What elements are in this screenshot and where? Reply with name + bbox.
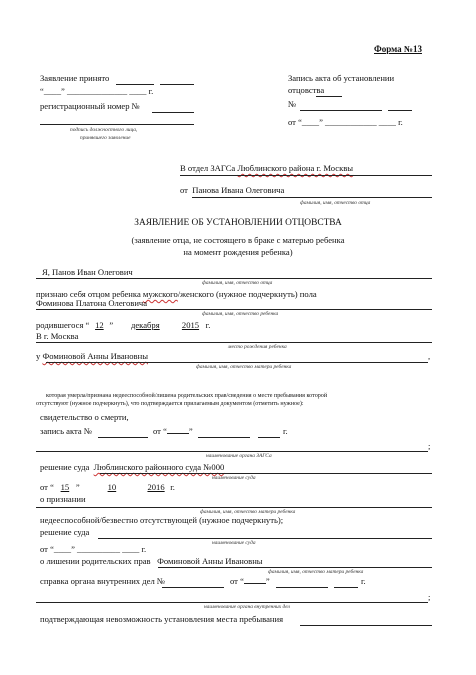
document-subtitle-1: (заявление отца, не состоящего в браке с матерью ребенка [131, 235, 345, 245]
court-year: 2016 [147, 482, 165, 492]
child-name: Фоминова Платона Олеговича [36, 298, 148, 308]
form-number: Форма №13 [374, 44, 422, 54]
zags-to-label: В отдел ЗАГСа [180, 163, 236, 173]
court-date [40, 483, 175, 493]
death-certificate: свидетельство о смерти, [40, 412, 129, 422]
court-g: г. [170, 482, 175, 492]
from-value: Панова Ивана Олеговича [192, 185, 285, 195]
recognition-label: о признании [40, 494, 86, 504]
court-month: 10 [107, 482, 117, 492]
police-from-quote: ” [265, 576, 270, 586]
document-subtitle-2: на момент рождения ребенка) [183, 247, 293, 257]
born-year-suffix: г. [205, 320, 211, 330]
police-from-prefix: от “ [230, 576, 244, 586]
signature-caption-2: принявшего заявление [80, 135, 131, 141]
incapable-text: недееспособной/безвестно отсутствующей (нужное подчеркнуть); [40, 515, 284, 525]
court-decision-2: решение суда [40, 527, 90, 537]
court-value: Люблинского районного суда №000 [93, 462, 225, 472]
father-caption-top: фамилия, имя, отчество отца [300, 200, 371, 206]
born-year: 2015 [181, 320, 200, 330]
zags-to [180, 164, 353, 174]
mother-name: Фоминовой Анны Ивановны [42, 351, 148, 361]
record-act-label-2: отцовства [288, 85, 325, 95]
police-cert: справка органа внутренних дел № [40, 576, 166, 586]
record-g: г. [283, 426, 288, 436]
father-caption: фамилия, имя, отчество отца [202, 280, 273, 286]
court-date-2: от “____” __________ ____ г. [40, 544, 147, 554]
document-title: ЗАЯВЛЕНИЕ ОБ УСТАНОВЛЕНИИ ОТЦОВСТВА [134, 218, 342, 228]
record-no-label: запись акта № [40, 426, 93, 436]
recognize-text: признаю себя отцом ребенка [36, 289, 141, 299]
court-label: решение суда [40, 462, 90, 472]
from-label: от [180, 185, 188, 195]
deprive-label: о лишении родительских прав [40, 556, 151, 566]
mother-prefix: у [36, 351, 41, 361]
child-caption: фамилия, имя, отчество ребенка [202, 311, 279, 317]
deprive-line [40, 557, 263, 567]
zags-semicolon: ; [428, 441, 431, 451]
record-from-quote: ” [188, 426, 193, 436]
mother-caption-2: фамилия, имя, отчество матери ребенка [200, 509, 296, 515]
mother-caption-3: фамилия, имя, отчество матери ребенка [268, 569, 364, 575]
mother-caption: фамилия, имя, отчество матери ребенка [196, 364, 292, 370]
record-from [153, 427, 193, 437]
court-line [40, 463, 224, 473]
court-day: 15 [60, 482, 70, 492]
recognize-gender-text: /женского (нужное подчеркнуть) пола [177, 289, 317, 299]
accepted-date: “____” ______________ ____ г. [40, 86, 154, 96]
record-act-label: Запись акта об установлении [288, 73, 395, 83]
from-line [180, 186, 284, 196]
born-quote: ” [109, 320, 114, 330]
court-date-prefix: от “ [40, 482, 54, 492]
which-text-1: которая умерла/признана недееспособной/лишена родительских прав/сведения о месте пребывания которой [46, 393, 328, 399]
court-caption-2: наименование суда [212, 540, 256, 546]
confirming-text: подтверждающая невозможность установления места пребывания [40, 614, 284, 624]
zags-to-value: Люблинского района г. Москвы [237, 163, 354, 173]
which-text-2: отсутствуют (нужное подчеркнуть), что подтверждается прилагаемым документом (отметить нужное): [36, 401, 304, 407]
mother-comma: , [428, 351, 431, 361]
record-number-label: № [288, 99, 297, 109]
signature-caption-1: подпись должностного лица, [70, 127, 138, 133]
accepted-label: Заявление принято [40, 73, 110, 83]
birthplace-caption: место рождения ребенка [228, 344, 287, 350]
record-date: от “____” ____________ ____ г. [288, 117, 403, 127]
applicant-name: Я, Панов Иван Олегович [42, 267, 133, 277]
record-from-prefix: от “ [153, 426, 167, 436]
born-prefix: родившегося “ [36, 320, 90, 330]
police-caption: наименование органа внутренних дел [204, 604, 290, 610]
born-date [36, 321, 210, 331]
reg-number-label: регистрационный номер № [40, 101, 140, 111]
court-caption: наименование суда [212, 475, 256, 481]
court-date-quote: ” [75, 482, 80, 492]
police-semicolon: ; [428, 592, 431, 602]
deprive-value: Фоминовой Анны Ивановны [157, 556, 263, 566]
mother-line [36, 352, 148, 362]
birth-place: В г. Москва [36, 331, 79, 341]
born-month: декабря [131, 320, 160, 330]
zags-caption: наименование органа ЗАГСа [206, 453, 272, 459]
police-g: г. [361, 576, 366, 586]
police-from [230, 577, 270, 587]
born-day: 12 [95, 320, 104, 330]
gender-male: мужского [142, 289, 178, 299]
